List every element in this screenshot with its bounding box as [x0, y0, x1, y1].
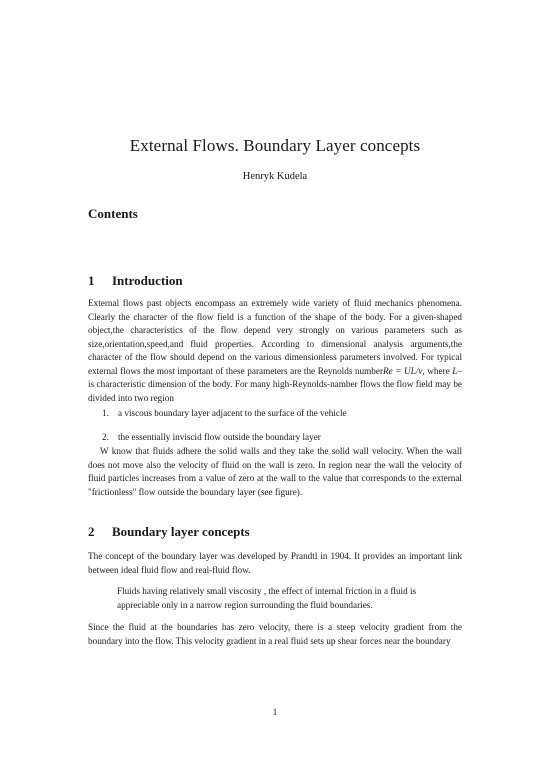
- page-number: 1: [272, 708, 278, 718]
- intro-text: – is characteristic dimension of the body. For many high-Reynolds-namber flows the flow field may be divided into two region: [88, 365, 463, 403]
- list-text: the essentially inviscid flow outside the boundary layer: [118, 431, 321, 442]
- list-number: 1.: [102, 408, 109, 418]
- section-title: Boundary layer concepts: [112, 524, 250, 539]
- section-number: 2: [88, 524, 95, 539]
- intro-paragraph-1: [88, 297, 462, 405]
- paper-title: External Flows. Boundary Layer concepts: [129, 136, 421, 155]
- intro-text: , where: [422, 365, 450, 376]
- section-heading-introduction: [88, 273, 183, 289]
- section-heading-boundary-layer: [88, 524, 250, 540]
- intro-paragraph-2: W know that fluids adhere the solid walls and they take the solid wall velocity. When the wall does not move also the velocity of fluid on the wall is zero. In region near the wall the velocity of fluid particles increases from a value of zero at the wall to the value that corresponds to the external "frictionless" flow outside the boundary layer (see figure).: [88, 446, 462, 497]
- boundary-quote: Fluids having relatively small viscosity , the effect of internal friction in a fluid is appreciable only in a narrow region surrounding the fluid boundaries.: [117, 586, 417, 610]
- list-item: [88, 431, 462, 445]
- length-symbol: L: [452, 365, 458, 376]
- section-title: Introduction: [112, 273, 183, 288]
- reynolds-formula: Re = UL/ν: [383, 365, 423, 376]
- intro-text: External flows past objects encompass an extremely wide variety of fluid mechanics phenomena. Clearly the character of the flow field is a function of the shape of the body. For a given-shaped object,the characteristics of the flow depend very strongly on various parameters such as size,orientation,speed,and fluid properties. According to dimensional analysis arguments,the character of the flow should depend on the various dimensionless parameters involved. For typical external flows the most important of these parameters are the Reynolds number: [88, 298, 462, 376]
- list-text: a viscous boundary layer adjacent to the surface of the vehicle: [118, 408, 347, 418]
- list-number: 2.: [102, 431, 109, 442]
- contents-heading: Contents: [88, 206, 138, 221]
- boundary-paragraph-1: The concept of the boundary layer was developed by Prandtl in 1904. It provides an important link between ideal fluid flow and real-fluid flow.: [88, 551, 462, 575]
- author-name: Henryk Kudela: [242, 171, 308, 182]
- list-item: [88, 407, 462, 421]
- boundary-paragraph-2: Since the fluid at the boundaries has zero velocity, there is a steep velocity gradient from the boundary into the flow. This velocity gradient in a real fluid sets up shear forces near the boundary: [88, 622, 462, 646]
- section-number: 1: [88, 273, 95, 288]
